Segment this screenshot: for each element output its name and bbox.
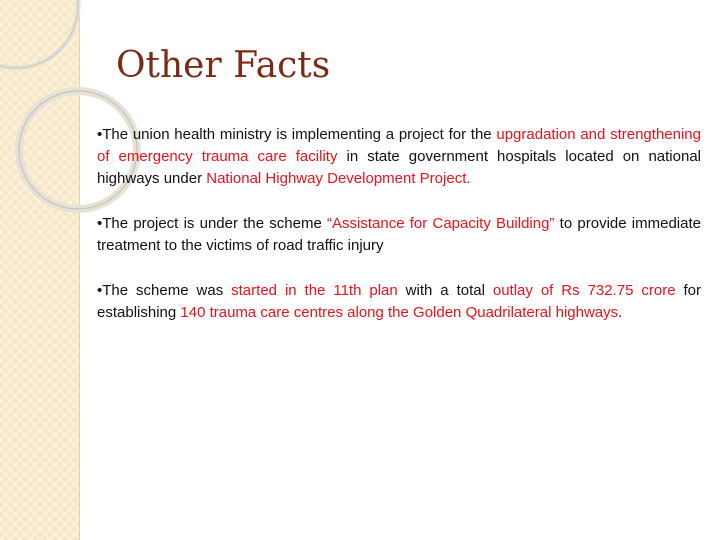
bullet-marker: • [97, 126, 103, 143]
bullet-paragraph-outlay [97, 280, 701, 324]
slide-title: Other Facts [116, 45, 331, 86]
bullet-text: . [618, 304, 623, 321]
bullet-text: The scheme was [102, 282, 232, 299]
highlighted-text: upgradation and strengthening of emergency trauma care facility [97, 126, 701, 165]
highlighted-text: 140 trauma care centres along the Golden Quadrilateral highways [180, 304, 619, 321]
bullet-paragraph-scheme [97, 213, 701, 257]
bullet-marker: • [97, 215, 103, 232]
highlighted-text: National Highway Development Project. [206, 170, 471, 187]
highlighted-text: started in the 11th plan [231, 282, 398, 299]
bullet-text: for establishing [97, 282, 702, 321]
bullet-text: in state government hospitals located on national highways under [97, 148, 701, 187]
bullet-text: The union health ministry is implementing a project for the [102, 126, 497, 143]
highlighted-text: outlay of Rs 732.75 crore [492, 282, 676, 299]
bullet-paragraph-ministry-project [97, 124, 701, 190]
bullet-marker: • [97, 282, 103, 299]
bullet-text: to provide immediate treatment to the victims of road traffic injury [97, 215, 701, 254]
bullet-text: with a total [397, 282, 493, 299]
highlighted-text: “Assistance for Capacity Building” [327, 215, 555, 232]
decorative-side-band [0, 0, 80, 540]
bullet-text: The project is under the scheme [102, 215, 328, 232]
slide-content [97, 124, 701, 347]
